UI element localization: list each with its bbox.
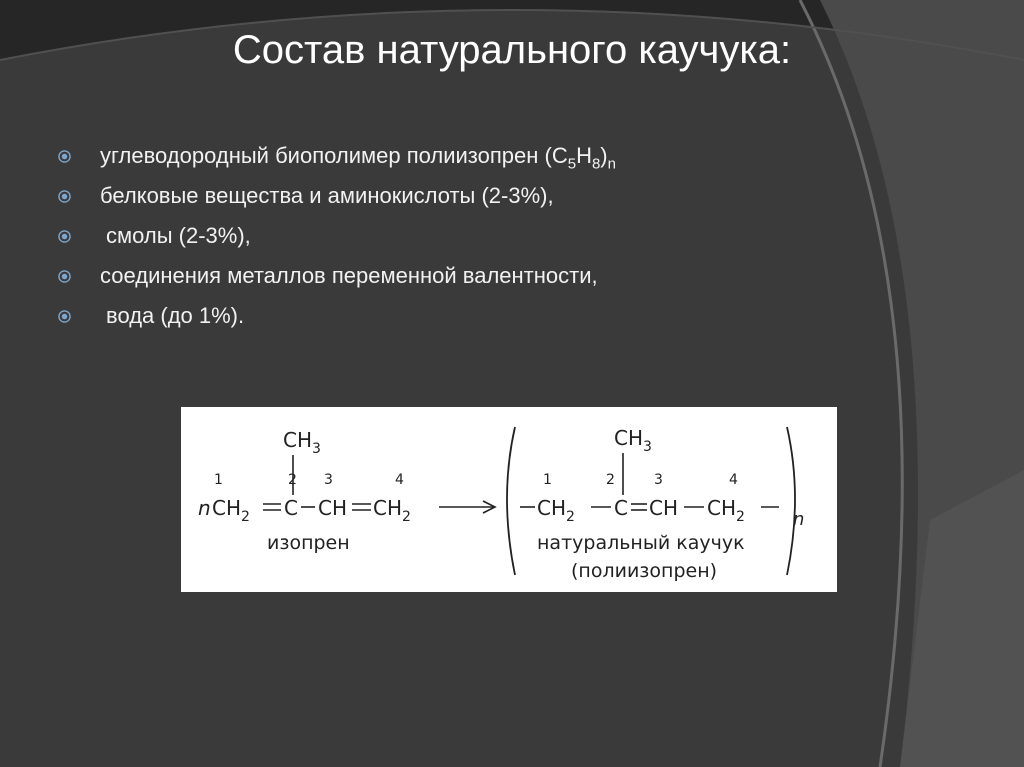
bullet-text: вода (до 1%). [106,303,245,328]
carbon-number-4: 4 [395,472,404,488]
monomer-ch2-left: $CH_2$ [212,496,250,525]
bullet-item-water [58,298,616,338]
bullet-item-proteins [58,178,616,218]
monomer-c: C [284,496,298,520]
carbon-number-3: 3 [324,472,333,488]
circle-bullet-icon [58,270,71,283]
bullet-list [58,138,616,338]
carbon-number-1: 1 [214,472,223,488]
bullet-item-polyisoprene [58,138,616,178]
polymer-label: натуральный каучук [537,532,745,554]
polymer-n: n [793,509,805,530]
coefficient-n: n [198,496,211,520]
bullet-text: смолы (2-3%), [106,223,251,248]
circle-bullet-icon [58,310,71,323]
reaction-formula-panel [181,407,837,592]
bullet-item-resins [58,218,616,258]
polymer-ch: CH [649,496,679,520]
polymer-number-2: 2 [606,472,615,488]
monomer-ch3: $CH_3$ [283,428,321,457]
carbon-number-2: 2 [288,472,297,488]
slide-title: Состав натурального каучука: [232,28,792,72]
right-bracket [787,427,795,575]
polymer-ch2-right: $CH_2$ [707,496,745,525]
bullet-text: соединения металлов переменной валентности, [100,263,598,288]
polymer-ch3: $CH_3$ [614,426,652,455]
polymer-number-4: 4 [729,472,738,488]
monomer-ch2-right: $CH_2$ [373,496,411,525]
hydrogen-symbol: H [576,143,592,168]
circle-bullet-icon [58,150,71,163]
bullet-text: углеводородный биополимер полиизопрен (C [100,143,568,168]
polymer-number-1: 1 [543,472,552,488]
polymer-c: C [614,496,628,520]
subscript-n: n [607,155,616,173]
reaction-scheme [181,407,837,592]
polymer-ch2-left: $CH_2$ [537,496,575,525]
circle-bullet-icon [58,230,71,243]
monomer-label: изопрен [267,532,350,554]
bullet-text: белковые вещества и аминокислоты (2-3%), [100,183,554,208]
circle-bullet-icon [58,190,71,203]
close-paren: ) [600,143,608,168]
left-bracket [507,427,515,575]
monomer-ch: CH [318,496,348,520]
bullet-item-metals [58,258,616,298]
subscript-5: 5 [567,155,577,173]
polymer-label-2: (полиизопрен) [571,560,718,582]
subscript-8: 8 [591,155,601,173]
polymer-number-3: 3 [654,472,663,488]
